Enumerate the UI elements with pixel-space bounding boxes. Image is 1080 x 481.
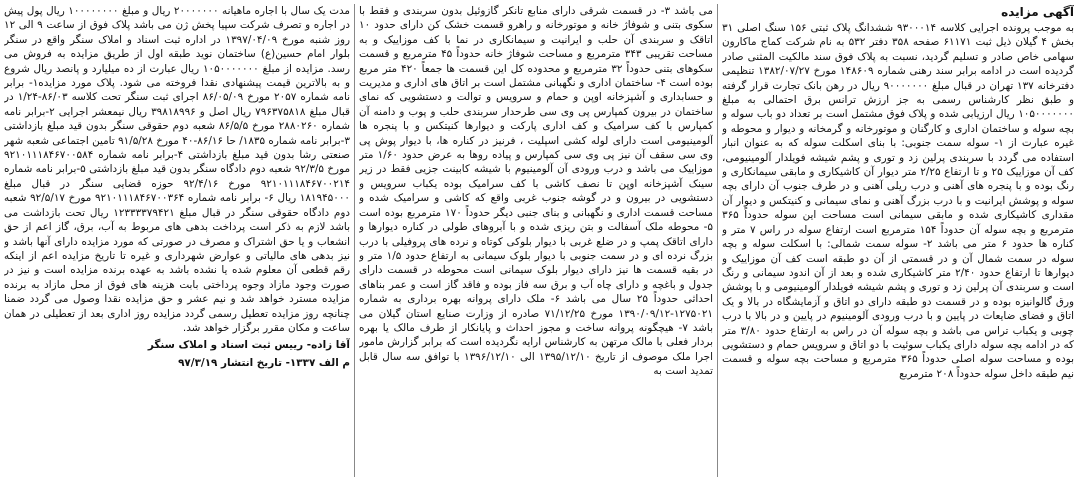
- notice-column-1: [722, 4, 1074, 477]
- publication-footer: م الف ۱۳۳۷- تاریخ انتشار ۹۷/۳/۱۹: [178, 356, 350, 369]
- notice-body-part-3: مدت یک سال با اجاره ماهیانه ۲۰۰۰۰۰۰۰ ریال و مبلغ ۱۰۰۰۰۰۰۰۰ ریال پول پیش در اجاره و تصرف شرکت سپیا پخش ژن می باشد پلاک فوق از ساعت ۹ الی ۱۲ روز شنبه مورخ ۱۳۹۷/۰۴/۰۹ در اداره ثبت اسناد و املاک سنگر واقع در سنگر بلوار امام حسین(ع) ساختمان نوید طبقه اول از طریق مزایده به فروش می رسد. مزایده از مبلغ ۱۰۵۰۰۰۰۰۰۰ ریال عبارت از ده میلیارد و پانصد ریال شروع و به بالاترین قیمت پیشنهادی نقدا فروخته می شود. پلاک مورد مزایده۱- برابر نامه شماره ۲۰۵۷ مورخ ۸۶/۰۵/۰۹ اجرای ثبت سنگر تحت کلاسه ۸۶/۰۳-۱/۲۴ در قبال مبلغ ۷۹۶۳۷۵۸۱۸ ریال اصل و ۳۹۸۱۸۹۹۶ ریال نیمعشر اجرایی ۲-برابر نامه شماره ۲۸۸۰۲۶۰ مورخ ۸۶/۵/۵ شعبه دوم حقوقی سنگر بدون قید مبلغ بازداشتی ۳-برابر نامه شماره ۱۸۳۵/ حا ۸۶/۱۶-۴۰ مورخ ۹۱/۵/۲۸ تامین اجتماعی شعبه شهر صنعتی رشا بدون قید مبلغ بازداشتی ۴-برابر نامه شماره ۹۲۱۰۱۱۱۸۴۶۷۰۰۵۸۴ مورخ ۹۲/۳/۵ شعبه دوم دادگاه سنگر بدون قید مبلغ بازداشتی ۵-برابر نامه شماره ۹۲۱۰۱۱۱۸۴۶۷۰۰۲۱۴ مورخ ۹۲/۴/۱۶ حوزه قضایی سنگر در قبال مبلغ ۱۸۱۹۴۵۰۰۰ ریال ۶- برابر نامه شماره ۹۲۱۰۱۱۱۸۴۶۷۰۰۳۶۴ مورخ ۹۲/۵/۱۷ شعبه دوم دادگاه حقوقی سنگر در قبال مبلغ ۱۲۳۳۳۳۷۹۴۲۱ ریال تحت بازداشت می باشد لازم به ذکر است پرداخت بدهی های مربوط به آب، برق، گاز اعم از حق انشعاب و یا حق اشتراک و مصرف در صورتی که مورد مزایده دارای آنها باشد و نیز بدهی های مالیاتی و عوارض شهرداری و غیره تا تاریخ مزایده اعم از اینکه رقم قطعی آن معلوم شده یا نشده باشد به عهده برنده مزایده است و نیز در صورت وجود مازاد وجوه پرداختی بابت هزینه های فوق از محل مازاد به برنده مزایده مسترد خواهد شد و نیم عشر و حق مزایده نقدا وصول می گردد ضمنا چنانچه روز مزایده تعطیل رسمی گردد مزایده روز اداری بعد از تعطیلی در همان ساعت و مکان مقرر برگزار خواهد شد.: [4, 5, 350, 334]
- signature-line: آقا زاده- رییس ثبت اسناد و املاک سنگر: [147, 339, 350, 352]
- notice-column-2: [359, 4, 713, 477]
- notice-body-part-2: می باشد ۳- در قسمت شرقی دارای منابع تانکر گازوئیل بدون سربندی و فقط با سکوی بتنی و شوفاژ خانه و موتورخانه و راهرو قسمت خشک کن دارای حدود ۱۰ اتاقک و سربندی آن حلب و ایرانیت و سیمانکاری در نما با کف موزاییک و به مساحت تقریبی ۳۴۳ مترمربع و مساحت شوفاژ خانه حدوداً ۴۵ مترمربع و قسمت سکوهای بتنی حدوداً ۳۲ مترمربع و محدوده کل این قسمت ها جمعاً ۴۲۰ متر مربع بوده است ۴- ساختمان اداری و نگهبانی مشتمل است بر اتاق های اداری و مدیریت و حسابداری و آشپزخانه اوپن و حمام و سرویس و توالت و دستشویی که نمای ساختمان در بیرون کمپارس پی وی سی طرحدار سربندی حلب و پوب و دامنه آن کمپارس با کف سرامیک و کف اداری پارکت و دیوارها کنیتکس و با پنجره ها آلومینیومی است دارای لوله کشی اسپلیت ، فرنیز در کناره ها، با دیوار پوش پی وی سی سقف آن نیز پی وی سی کمپارس و پیاده روها به عرض حدود ۱/۶۰ متر موزاییک می باشد و درب ورودی آن آلومینیوم با شیشه کابینت جزیی فقط در زیر سینک آشپزخانه اوپن تا نصف کاشی با کف سرامیک بوده یکباب سرویس و دستشویی در بیرون و در گوشه جنوب غربی واقع که کاشی و سرامیک شده و مساحت قسمت اداری و نگهبانی و بنای جنبی دیگر حدوداً ۱۷۰ مترمربع بوده است ۵- محوطه ملک آسفالت و بتن ریزی شده و با آبروهای طولی در کناره دیوارها و دارای اتاقک پمپ و در ضلع غربی با دیوار بلوکی کوتاه و نرده های پروفیلی با درب بزرگ نرده ای و در سمت جنوبی با دیوار بلوک سیمانی به ارتفاع حدود ۱/۵ متر و در بقیه قسمت ها نیز دارای دیوار بلوک سیمانی است محوطه در قسمت دارای جدول و باغچه و دارای چاه آب و برق سه فاز بوده و فاقد گاز است و عمر بناهای احداثی حدوداً ۲۵ سال می باشد ۶- ملک دارای پروانه بهره برداری به شماره ۱۲۷۵۰۲۱-۱۳۹۰/۰۹/۱۲ مورخ ۷۱/۱۲/۲۵ صادره از وزارت صنایع استان گیلان می باشد ۷- هیچگونه پروانه ساخت و مجوز احداث و پایانکار از طرف مالک یا بهره بردار فعلی با مالک مرتهن به کارشناس ارایه نگردیده است که برابر گزارش مامور اجرا ملک موصوف از تاریخ ۱۳۹۵/۱۲/۱۰ الی ۱۳۹۶/۱۲/۱۰ با توافق سه سال قابل تمدید است به: [359, 5, 713, 378]
- column-divider: [354, 4, 355, 477]
- notice-heading: آگهی مزایده: [1001, 5, 1074, 19]
- notice-column-3: [4, 4, 350, 477]
- notice-body-part-1: به موجب پرونده اجرایی کلاسه ۹۳۰۰۰۱۴ ششدانگ پلاک ثبتی ۱۵۶ سنگ اصلی ۳۱ بخش ۴ گیلان ذیل ثبت ۶۱۱۷۱ صفحه ۳۵۸ دفتر ۵۳۲ به نام شرکت کماج ماکارون سهامی خاص صادر و تسلیم گردید، نسبت به پلاک فوق سند مالکیت المثنی صادر گردیده است در ادامه برابر سند رهنی شماره ۱۴۸۶۰۹ مورخ ۱۳۸۲/۰۷/۲۷ تنظیمی دفترخانه ۱۳۷ تهران در قبال مبلغ ۹۰۰۰۰۰۰۰ ریال در رهن بانک تجارت قرار گرفته و طبق نظر کارشناس رسمی به جز ارزش ترانس برق احتمالی به مبلغ ۱۰۵۰۰۰۰۰۰۰ ریال ارزیابی شده و پلاک فوق مشتمل است بر تعداد دو باب سوله و بچه سوله و ساختمان اداری و کارگنان و موتورخانه و گرمخانه و دیوار و محوطه و غیره عبارت از ۱- سوله سمت جنوبی: با بنای اسکلت سوله که به عنوان انبار استفاده می گردد با سربندی پرلین زد و توری و پشم شیشه فویلدار آلومینیومی، کف آن موزاییک ۲۵ و تا ارتفاع ۲/۲۵ متر دیوار آن کاشیکاری و مابقی سیمانکاری و رنگ بوده و با پنجره های آهنی و درب ریلی آهنی و در طرف جنوب آن دارای بچه سوله و پوشش ایرانیت و با درب بزرگ آهنی و نمای سیمانی و کنیتکس و دیوار آن مقداری کاشیکاری شده و مابقی سیمانی است مساحت این سوله حدوداً ۳۶۵ مترمربع و بچه سوله آن حدوداً ۱۵۴ مترمربع است ارتفاع سوله در راس ۷ متر و کناره ها حدود ۶ متر می باشد ۲- سوله سمت شمالی: با اسکلت سوله و بچه سوله در سمت شمال آن و در قسمتی از آن دو طبقه است کف آن موزاییک و دیوارها تا ارتفاع حدود ۲/۴۰ متر کاشیکاری شده و بعد از آن اندود سیمانی و رنگ است و سربندی آن پرلین زد و توری و پشم شیشه فویلدار آلومینیومی و با پوشش ورق گالوانیزه بوده و در قسمت دو طبقه دارای دو اتاق و آزمایشگاه در بالا و یک اتاق و فضای ضایعات در پایین و با درب ورودی آلومینیوم در پایین و در بالا با درب چوبی و یکباب تراس می باشد و بچه سوله آن در راس به ارتفاع حدود ۳/۸۰ متر که در ادامه بچه سوله دارای یکباب سوئیت با دو اتاق و سرویس حمام و دستشویی بوده و مساحت سوله اصلی حدوداً ۳۶۵ مترمربع و مساحت بچه سوله و قسمت نیم طبقه داخل سوله حدوداً ۲۰۸ مترمربع: [722, 22, 1074, 380]
- column-divider: [717, 4, 718, 477]
